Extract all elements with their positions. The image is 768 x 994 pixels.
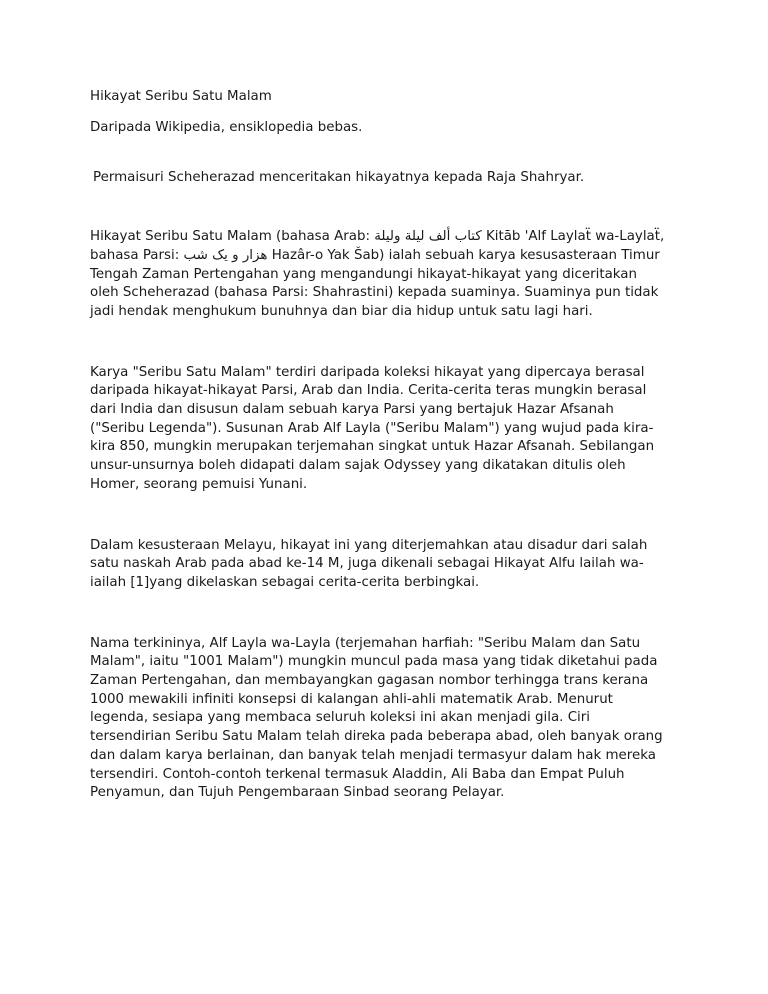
paragraph-line: dan dalam karya berlainan, dan banyak telah menjadi termasyur dalam hak mereka <box>90 747 656 763</box>
paragraph-line: Malam", iaitu "1001 Malam") mungkin muncul pada masa yang tidak diketahui pada <box>90 654 658 670</box>
paragraph-malay-literature <box>90 537 700 593</box>
paragraph-line: daripada hikayat-hikayat Parsi, Arab dan India. Cerita-cerita teras mungkin berasal <box>90 383 647 399</box>
paragraph-intro <box>90 228 700 322</box>
paragraph-line: iailah [1]yang dikelaskan sebagai cerita-cerita berbingkai. <box>90 574 480 590</box>
paragraph-line: Nama terkininya, Alf Layla wa-Layla (terjemahan harfiah: "Seribu Malam dan Satu <box>90 635 641 651</box>
paragraph-line: Hikayat Seribu Satu Malam (bahasa Arab: كتاب ألف ليلة وليلة Kitāb 'Alf Laylaẗ wa-Laylaẗ, <box>90 229 665 245</box>
paragraph-line: Dalam kesusteraan Melayu, hikayat ini yang diterjemahkan atau disadur dari salah <box>90 537 648 553</box>
paragraph-line: oleh Scheherazad (bahasa Parsi: Shahrastini) kepada suaminya. Suaminya pun tidak <box>90 285 659 301</box>
paragraph-line: unsur-unsurnya boleh didapati dalam sajak Odyssey yang dikatakan ditulis oleh <box>90 458 626 474</box>
paragraph-modern-name <box>90 635 700 803</box>
paragraph-line: Zaman Pertengahan, dan membayangkan gagasan nombor terhingga trans kerana <box>90 673 649 689</box>
document-title: Hikayat Seribu Satu Malam <box>90 89 272 104</box>
paragraph-line: satu naskah Arab pada abad ke-14 M, juga dikenali sebagai Hikayat Alfu lailah wa- <box>90 556 644 572</box>
paragraph-line: legenda, sesiapa yang membaca seluruh koleksi ini akan menjadi gila. Ciri <box>90 710 590 726</box>
paragraph-line: 1000 mewakili infiniti konsepsi di kalangan ahli-ahli matematik Arab. Menurut <box>90 691 613 707</box>
paragraph-line: dari India dan disusun dalam sebuah karya Parsi yang bertajuk Hazar Afsanah <box>90 402 614 418</box>
paragraph-origins <box>90 364 700 495</box>
paragraph-line: ("Seribu Legenda"). Susunan Arab Alf Layla ("Seribu Malam") yang wujud pada kira- <box>90 420 654 436</box>
paragraph-line: Karya "Seribu Satu Malam" terdiri daripada koleksi hikayat yang dipercaya berasal <box>90 364 645 380</box>
paragraph-line: Penyamun, dan Tujuh Pengembaraan Sinbad seorang Pelayar. <box>90 785 505 801</box>
paragraph-line: Tengah Zaman Pertengahan yang mengandungi hikayat-hikayat yang diceritakan <box>90 266 637 282</box>
paragraph-line: jadi hendak menghukum bunuhnya dan biar dia hidup untuk satu lagi hari. <box>90 303 593 319</box>
paragraph-line: Homer, seorang pemuisi Yunani. <box>90 476 308 492</box>
image-caption: Permaisuri Scheherazad menceritakan hikayatnya kepada Raja Shahryar. <box>93 170 585 186</box>
document-page <box>90 88 700 845</box>
paragraph-line: tersendiri. Contoh-contoh terkenal termasuk Aladdin, Ali Baba dan Empat Puluh <box>90 766 625 782</box>
document-subtitle: Daripada Wikipedia, ensiklopedia bebas. <box>90 119 363 135</box>
paragraph-line: bahasa Parsi: هزار و یک شب Hazâr-o Yak Šab) ialah sebuah karya kesusasteraan Timur <box>90 247 660 263</box>
paragraph-line: tersendirian Seribu Satu Malam telah direka pada beberapa abad, oleh banyak orang <box>90 729 663 745</box>
paragraph-line: kira 850, mungkin merupakan terjemahan singkat untuk Hazar Afsanah. Sebilangan <box>90 439 655 455</box>
